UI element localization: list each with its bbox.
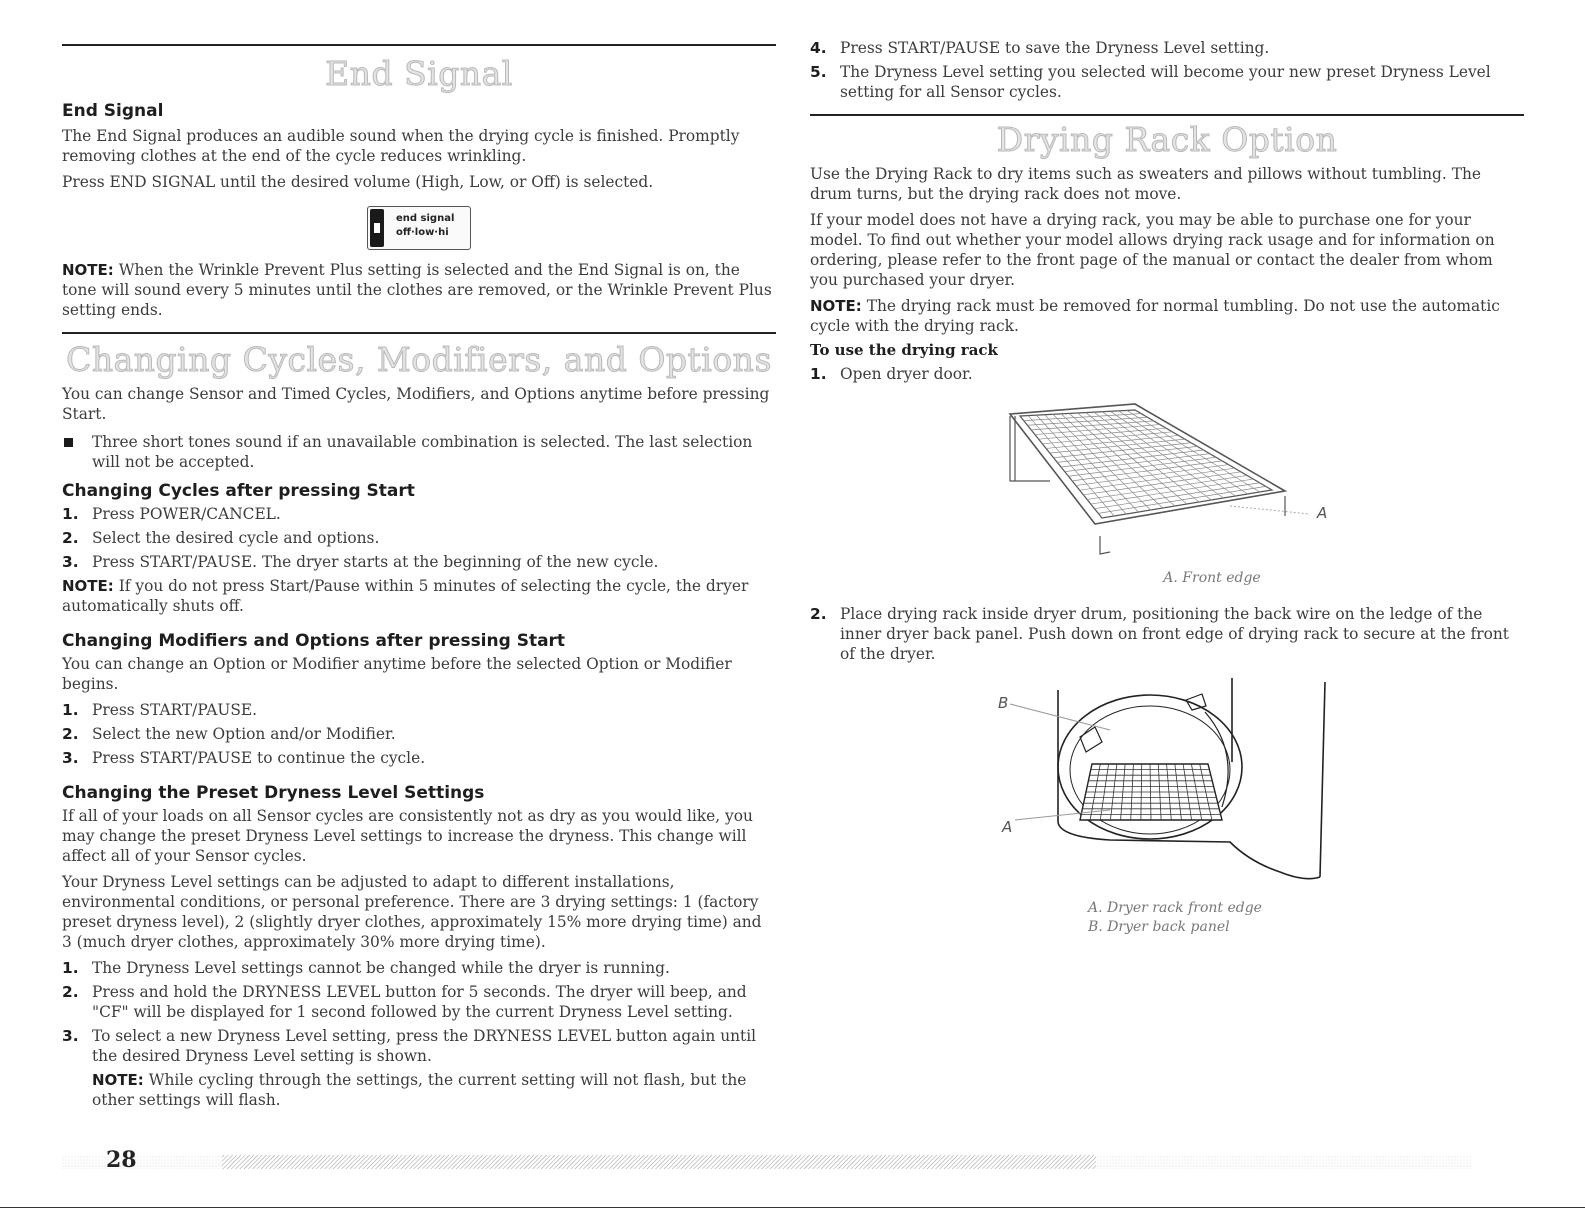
square-bullet-icon [64,438,73,447]
drying-rack-banner: Drying Rack Option [996,120,1338,159]
cycles-steps [62,504,776,572]
button-label-line-2: off·low·hi [396,227,449,238]
use-rack-step-1 [810,364,1524,384]
use-rack-heading: To use the drying rack [810,341,998,359]
figure-label-a: A [1002,818,1013,836]
use-rack-step-2 [810,604,1524,664]
list-item: 1. Press START/PAUSE. [62,701,258,719]
end-signal-heading: End Signal [62,101,164,121]
figure-label-b: B [998,694,1009,712]
note-label: NOTE: [62,261,114,279]
list-item: 1. The Dryness Level settings cannot be changed while the dryer is running. [62,959,670,977]
cycles-note: NOTE: If you do not press Start/Pause within 5 minutes of selecting the cycle, the dryer automatically shuts off. [62,577,749,615]
list-item: 5. The Dryness Level setting you selected will become your new preset Dryness Level setting for all Sensor cycles. [810,63,1491,101]
bottom-rule [0,1207,1585,1208]
end-signal-note [62,260,776,320]
drum-rack [1080,764,1222,820]
section-rule [62,332,776,334]
modifiers-heading: Changing Modifiers and Options after pressing Start [62,631,566,651]
section-rule [62,44,776,46]
list-item: 4. Press START/PAUSE to save the Dryness Level setting. [810,39,1270,57]
dryness-paragraph-1: If all of your loads on all Sensor cycles are consistently not as dry as you would like, you may change the preset Dryness Level settings to increase the dryness. This change will affect all of your Sensor cycles. [62,807,753,865]
dryness-steps [62,958,776,1066]
footer-bar [62,1147,1472,1175]
page-footer [62,1147,1472,1175]
list-item: 3. To select a new Dryness Level setting, press the DRYNESS LEVEL button again until the desired Dryness Level setting is shown. [62,1027,757,1065]
cycles-heading: Changing Cycles after pressing Start [62,481,415,501]
dryness-note: NOTE: While cycling through the settings, the current setting will not flash, but the other settings will flash. [92,1071,747,1109]
list-item: 1. Open dryer door. [810,365,973,383]
rack-note: NOTE: The drying rack must be removed for normal tumbling. Do not use the automatic cycle with the drying rack. [810,297,1500,335]
button-label-line-1: end signal [396,213,455,224]
page-number: 28 [106,1147,137,1173]
right-column [810,0,1524,937]
list-item: 2. Press and hold the DRYNESS LEVEL button for 5 seconds. The dryer will beep, and "CF" will be displayed for 1 second followed by the current Dryness Level setting. [62,983,747,1021]
rack-paragraph-2: If your model does not have a drying rack, you may be able to purchase one for your model. To find out whether your model allows drying rack usage and for information on ordering, please refer to the front page of the manual or contact the dealer from whom you purchased your dryer. [810,211,1495,289]
changing-banner: Changing Cycles, Modifiers, and Options [66,340,772,379]
section-rule [810,114,1524,116]
bullet-text: Three short tones sound if an unavailable combination is selected. The last selection will not be accepted. [92,433,753,471]
caption-rack-front-edge: A. Dryer rack front edge [1088,900,1262,916]
figure-2-captions [810,899,1524,937]
list-item: 2. Select the desired cycle and options. [62,529,380,547]
list-item: 3. Press START/PAUSE to continue the cycle. [62,749,426,767]
list-item: 2. Place drying rack inside dryer drum, positioning the back wire on the ledge of the inner dryer back panel. Push down on front edge of drying rack to secure at the front of the dryer. [810,605,1509,663]
button-indicator-icon [370,209,384,247]
list-item: 2. Select the new Option and/or Modifier. [62,725,396,743]
end-signal-paragraph-1: The End Signal produces an audible sound when the drying cycle is finished. Promptly removing clothes at the end of the cycle reduces wrinkling. [62,127,740,165]
caption-back-panel: B. Dryer back panel [1088,919,1230,935]
rack-paragraph-1: Use the Drying Rack to dry items such as sweaters and pillows without tumbling. The drum turns, but the drying rack does not move. [810,165,1481,203]
dryer-drum-illustration [810,672,1524,897]
modifiers-intro: You can change an Option or Modifier anytime before the selected Option or Modifier begins. [62,655,732,693]
dryness-heading: Changing the Preset Dryness Level Settings [62,783,485,803]
changing-bullets [62,432,776,472]
changing-intro: You can change Sensor and Timed Cycles, Modifiers, and Options anytime before pressing Start. [62,385,770,423]
list-item [62,432,776,472]
end-signal-banner: End Signal [325,54,513,93]
dryness-paragraph-2: Your Dryness Level settings can be adjusted to adapt to different installations, environmental conditions, or personal preference. There are 3 drying settings: 1 (factory preset dryness level), 2 (slightly dryer clothes, approximately 15% more drying time) and 3 (much dryer clothes, approximately 30% more drying time). [62,873,762,951]
list-item: 1. Press POWER/CANCEL. [62,505,281,523]
figure-caption-front-edge: A. Front edge [1163,570,1261,586]
end-signal-paragraph-2: Press END SIGNAL until the desired volume (High, Low, or Off) is selected. [62,173,654,191]
left-column [62,0,776,1110]
modifiers-steps [62,700,776,768]
end-signal-button-illustration [367,206,471,250]
dryness-steps-continued [810,38,1524,102]
figure-label-a: A [1317,504,1328,522]
drying-rack-illustration [810,396,1524,571]
list-item: 3. Press START/PAUSE. The dryer starts at the beginning of the new cycle. [62,553,659,571]
note-text: When the Wrinkle Prevent Plus setting is selected and the End Signal is on, the tone will sound every 5 minutes until the clothes are removed, or the Wrinkle Prevent Plus setting ends. [62,261,772,319]
